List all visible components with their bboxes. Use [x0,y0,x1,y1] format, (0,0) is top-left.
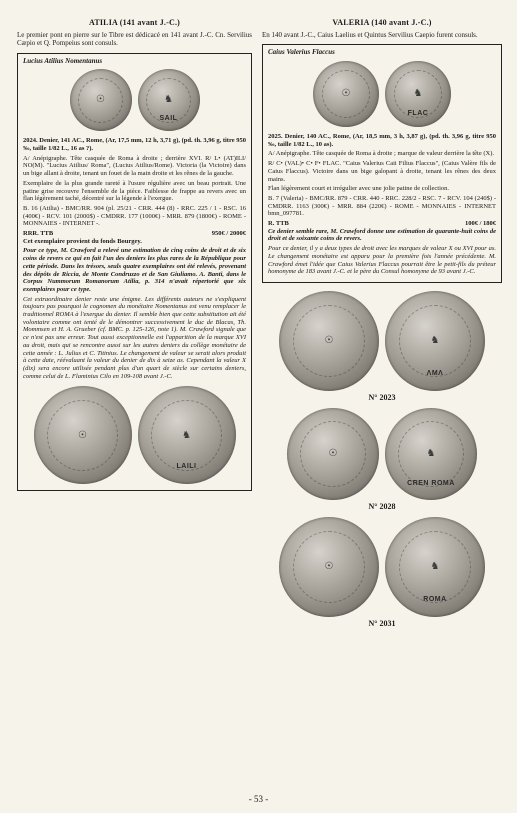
coin-legend-description: A/ Anépigraphe. Tête casquée de Roma à droite ; derrière XVI. R/ L• (AT)ILI/ NO(M). "Lucius Atilius/ Roma", (Lucius Atilius/Rome). Victoria (la Victoire) dans un bige allant à droite, tenant un fouet de la main droite et les rênes de la gauche. [23,154,246,178]
roma-head-icon: ☉ [293,305,365,377]
coin-reverse-large [138,386,236,484]
coin-reverse-plate [385,517,485,617]
roma-head-icon: ☉ [293,531,365,603]
biga-icon: ♞ [399,305,471,377]
coin-photos-2024-large [23,386,246,484]
plate-2023 [262,291,502,391]
obverse-description: A/ Anépigraphe. Tête casquée de Roma à droite ; marque de valeur derrière la tête (X). [268,150,495,158]
coin-obverse-plate [279,291,379,391]
commentary-italic: Cet extraordinaire denier reste une énigme. Les différents auteurs ne s'expliquent toujours pas pourquoi le cognomen du monétaire Nomentanus est venu remplacer le traditionnel ROMA à l'exergue du denier. Il semble bien que cette substitution ait été volontaire comme ont tenté de le démontrer successivement le duc de Blacas, Th. Mommsen et H. A. Grueber (cf. BMC. p. 125-126, note 1). M. Crawford signale que ce n'est pas une erreur. Tout aussi exceptionnelle est l'apparition de la marque XVI au droit, mais qui se rencontre aussi sur les autres deniers du collège monétaire de cette année : L. Julius et C. Titinius. Le changement de valeur se serait alors produit à cette date, réévaluant la valeur du denier de dix à seize as. Cependant la valeur X (dix) sera encore utilisée pendant plus d'un quart de siècle sur certains deniers, comme celui de L. Flaminius Cilo en 109-108 avant J.-C. [23,295,246,380]
references: B. 16 (Atilia) - BMC/RR. 904 (pl. 25/21 - CRR. 444 (8) - RRC. 225 / 1 - RSC. 16 (400€) - RCV. 101 (2000$) - CMDRR. 177 (1000€) - MRR. 879 (1800€) - ROME - MONNAIES - INTERNET -. [23,204,246,228]
coin-obverse-large [34,386,132,484]
coin-legend: LAILI [176,462,197,470]
condition-note: Exemplaire de la plus grande rareté à l'usure régulière avec un beau portrait. Une patine grise recouvre l'ensemble de la pièce. Faiblesse de frappe au revers avec un flan légèrement taché, décentré sur la légende à l'exergue. [23,179,246,203]
coin-obverse-image [70,69,132,131]
reverse-description: R/ C• (VAL)• C• F• FLAC. "Caius Valerius Caii Filius Flaccus", (Caius Valère fils de Caius Flaccus). Victoire dans un bige galopant à droite, tenant les rênes des deux mains. [268,160,496,183]
references: B. 7 (Valeria) - BMC/RR. 879 - CRR. 440 - RRC. 228/2 - RSC. 7 - RCV. 104 (240$) - CMDRR. 1163 (300€) - MRR. 884 (220€) - ROME - MONNAIES - INTERNET bmn_097781. [268,194,496,218]
section-header-valeria: VALERIA (140 avant J.-C.) [332,18,432,27]
price-estimate: 100€ / 180€ [464,220,496,228]
coin-obverse-plate [279,517,379,617]
plate-label: N° 2028 [368,501,396,511]
quadriga-icon: ♞ [399,531,471,603]
coin-legend: CREN ROMA [407,480,455,488]
moneyer-name-valerius: Caius Valerius Flaccus [268,48,335,57]
biga-icon: ♞ [394,70,442,118]
roma-head-icon: ☉ [78,78,123,123]
roma-head-icon: ☉ [322,70,370,118]
coin-legend: ΛMΛ [426,369,444,377]
lot-description-2025: 2025. Denier, 140 AC., Rome, (Ar, 18,5 mm, 3 h, 3,87 g), (pd. th. 3,96 g, titre 950 ‰, taille 1/82 L., 10 as). [268,133,496,148]
commentary-bold: Pour ce type, M. Crawford a relevé une estimation de cinq coins de droit et de six coins de revers ce qui en fait l'un des deniers les plus rares de la République pour cette période. Dans les trésors, seuls quatre exemplaires ont été relevés, provenant des dépôts de Riccia, de Monte Condruzzo et de San Giuliamo. A. Banti, dans le Corpus Nummorum Romanorum Atilia, p. 314 n'avait répertorié que six exemplaires pour ce type. [23,247,246,293]
lot-box-2024 [17,53,252,492]
coin-photos-2024 [23,69,246,131]
coin-legend: FLAC [407,110,429,118]
left-column [17,18,252,491]
coin-legend: SAIL [159,114,178,122]
page-number: - 53 - [248,794,269,804]
plate-label: N° 2031 [368,618,396,628]
plate-2031 [262,517,502,617]
provenance: Cet exemplaire provient du fonds Bourgey. [23,237,142,245]
intro-text-valeria: En 140 avant J.-C., Caius Laelius et Quintus Servilius Caepio furent consuls. [262,31,478,39]
condition-note: Flan légèrement court et irrégulier avec une jolie patine de collection. [268,185,450,193]
roma-head-icon: ☉ [47,400,118,471]
price-line-2025 [268,220,496,228]
coin-reverse-plate [385,408,477,500]
biga-icon: ♞ [398,421,464,487]
biga-icon: ♞ [146,78,191,123]
intro-text-atilia: Le premier pont en pierre sur le Tibre est dédicacé en 141 avant J.-C. Cn. Servilius Cæpio et Q. Pompeius sont consuls. [17,31,252,48]
coin-reverse-image [138,69,200,131]
price-estimate: 950€ / 2000€ [211,230,246,238]
plate-label: N° 2023 [368,392,396,402]
coin-reverse-plate [385,291,485,391]
lot-description-2024: 2024. Denier, 141 AC., Rome, (Ar, 17,5 mm, 12 h, 3,71 g), (pd. th. 3,96 g, titre 950 ‰, taille 1/82 L., 16 as ?). [23,137,246,152]
coin-obverse-plate [287,408,379,500]
biga-icon: ♞ [151,400,222,471]
commentary-italic: Pour ce denier, il y a deux types de droit avec les marques de valeur X ou XVI pour as. Le changement monétaire est apparu pour la première fois l'année précédente. M. Crawford émet l'idée que Caius Valerius Flaccus pourrait être le petit-fils du préteur homonyme de 183 avant J.-C. et le père du Consul homonyme de 93 avant J.-C. [268,245,496,276]
commentary-bold: Ce denier semble rare, M. Crawford donne une estimation de quarante-huit coins de droit et de soixante coins de revers. [268,227,496,243]
rarity-grade: RRR. TTB [23,230,54,238]
price-line-2024 [23,230,246,238]
coin-photos-2025 [268,61,496,127]
lot-box-2025 [262,44,502,283]
moneyer-name-atilius: Lucius Atilius Nomentanus [23,56,103,65]
rarity-grade: R. TTB [268,220,289,228]
coin-reverse-image [385,61,451,127]
coin-legend: ROMA [423,595,447,603]
plate-2028 [262,408,502,500]
section-header-atilia: ATILIA (141 avant J.-C.) [88,18,181,27]
roma-head-icon: ☉ [300,421,366,487]
right-column [262,18,502,634]
plate-section [262,291,502,628]
coin-obverse-image [313,61,379,127]
